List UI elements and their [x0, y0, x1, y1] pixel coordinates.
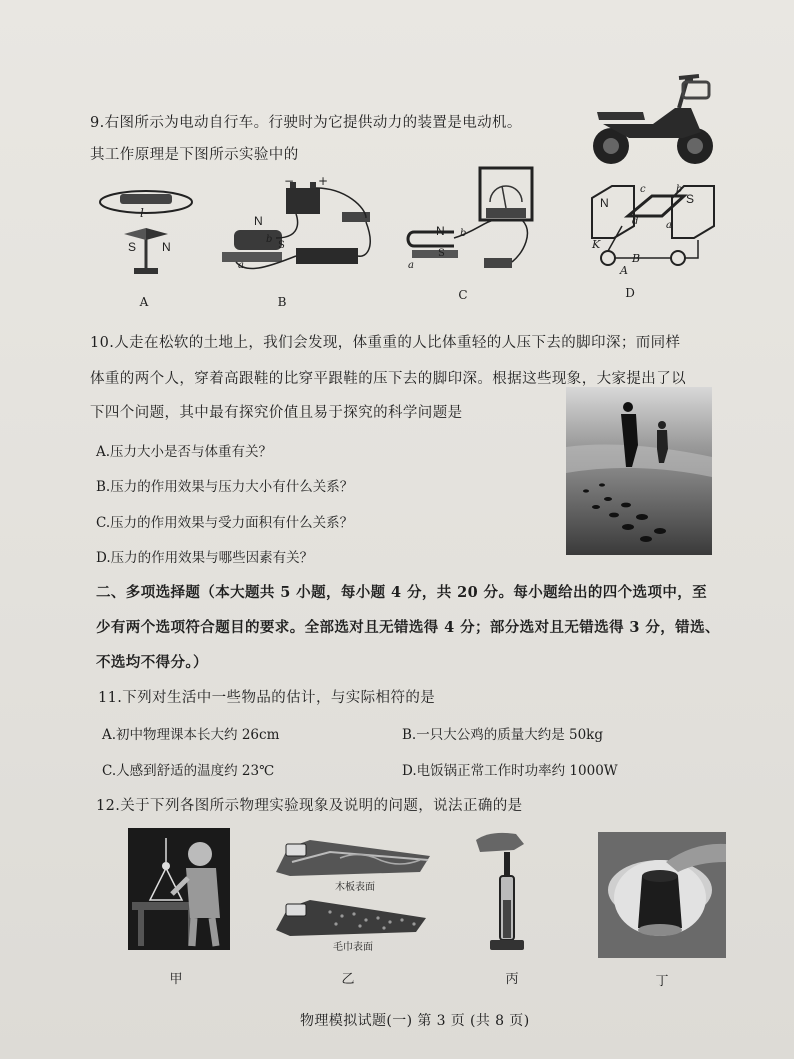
label-a: a [408, 260, 414, 271]
label-n: N [254, 214, 263, 228]
label-s: S [128, 240, 137, 254]
section2-line2: 少有两个选项符合题目的要求。全部选对且无错选得 4 分；部分选对且无错选得 3 分，错选、 [96, 619, 720, 636]
caption-b: B [277, 295, 287, 309]
diagram-c [404, 162, 540, 282]
label-n: N [600, 196, 609, 210]
diagram-a [96, 182, 196, 282]
q9-line1: 9.右图所示为电动自行车。行驶时为它提供动力的装置是电动机。 [90, 115, 522, 131]
label-a: a [238, 260, 244, 271]
caption-bing: 丙 [505, 972, 519, 987]
label-b: b [676, 184, 683, 195]
caption-d: D [625, 286, 635, 300]
q10-option-c: C.压力的作用效果与受力面积有什么关系？ [96, 515, 354, 531]
label-n: N [436, 224, 445, 238]
label-wood-surface: 木板表面 [335, 882, 375, 893]
experiment-bing-image [470, 830, 550, 956]
label-a: a [666, 220, 672, 231]
page-footer: 物理模拟试题(一) 第 3 页 (共 8 页) [300, 1013, 530, 1029]
q10-line2: 体重的两个人，穿着高跟鞋的比穿平跟鞋的压下去的脚印深。根据这些现象，大家提出了以 [90, 371, 686, 387]
label-k: K [592, 238, 601, 251]
label-a-upper: A [620, 264, 628, 277]
label-n: N [162, 240, 171, 254]
caption-jia: 甲 [169, 972, 183, 987]
diagram-b [216, 174, 380, 280]
label-l: l [140, 206, 144, 220]
label-plus: + [318, 174, 329, 188]
label-towel-surface: 毛巾表面 [333, 942, 373, 953]
beach-footprints-image [566, 387, 712, 555]
q11-option-c: C.人感到舒适的温度约 23℃ [102, 763, 275, 779]
q11-option-a: A.初中物理课本长大约 26cm [102, 727, 280, 743]
q10-line3: 下四个问题，其中最有探究价值且易于探究的科学问题是 [90, 405, 463, 421]
q11-stem: 11.下列对生活中一些物品的估计，与实际相符的是 [98, 690, 436, 706]
diagram-d [588, 176, 728, 280]
section2-line3: 不选均不得分。） [96, 654, 208, 671]
label-b-upper: B [632, 252, 641, 265]
label-b: b [266, 234, 273, 245]
q11-option-b: B.一只大公鸡的质量大约是 50kg [402, 727, 604, 743]
experiment-jia-image [128, 828, 230, 950]
label-b: b [460, 228, 467, 239]
caption-yi: 乙 [341, 972, 355, 987]
q10-option-a: A.压力大小是否与体重有关？ [96, 444, 273, 460]
q10-option-d: D.压力的作用效果与哪些因素有关？ [96, 550, 314, 566]
label-c: c [640, 184, 646, 195]
caption-c: C [458, 288, 468, 302]
electric-bike-image [583, 72, 723, 170]
caption-ding: 丁 [655, 974, 669, 989]
section2-line1: 二、多项选择题（本大题共 5 小题，每小题 4 分，共 20 分。每小题给出的四个选项中，至 [96, 584, 708, 601]
caption-a: A [139, 295, 149, 309]
label-s: S [686, 192, 695, 206]
experiment-ding-image [598, 832, 726, 958]
q11-option-d: D.电饭锅正常工作时功率约 1000W [402, 763, 618, 779]
label-s: S [278, 240, 285, 251]
q10-line1: 10.人走在松软的土地上，我们会发现，体重重的人比体重轻的人压下去的脚印深；而同样 [90, 335, 681, 351]
label-minus: − [284, 174, 295, 188]
q10-option-b: B.压力的作用效果与压力大小有什么关系？ [96, 479, 354, 495]
q12-stem: 12.关于下列各图所示物理实验现象及说明的问题，说法正确的是 [96, 798, 523, 814]
label-s: S [438, 248, 445, 259]
label-d: d [632, 216, 639, 227]
q9-line2: 其工作原理是下图所示实验中的 [90, 147, 299, 163]
